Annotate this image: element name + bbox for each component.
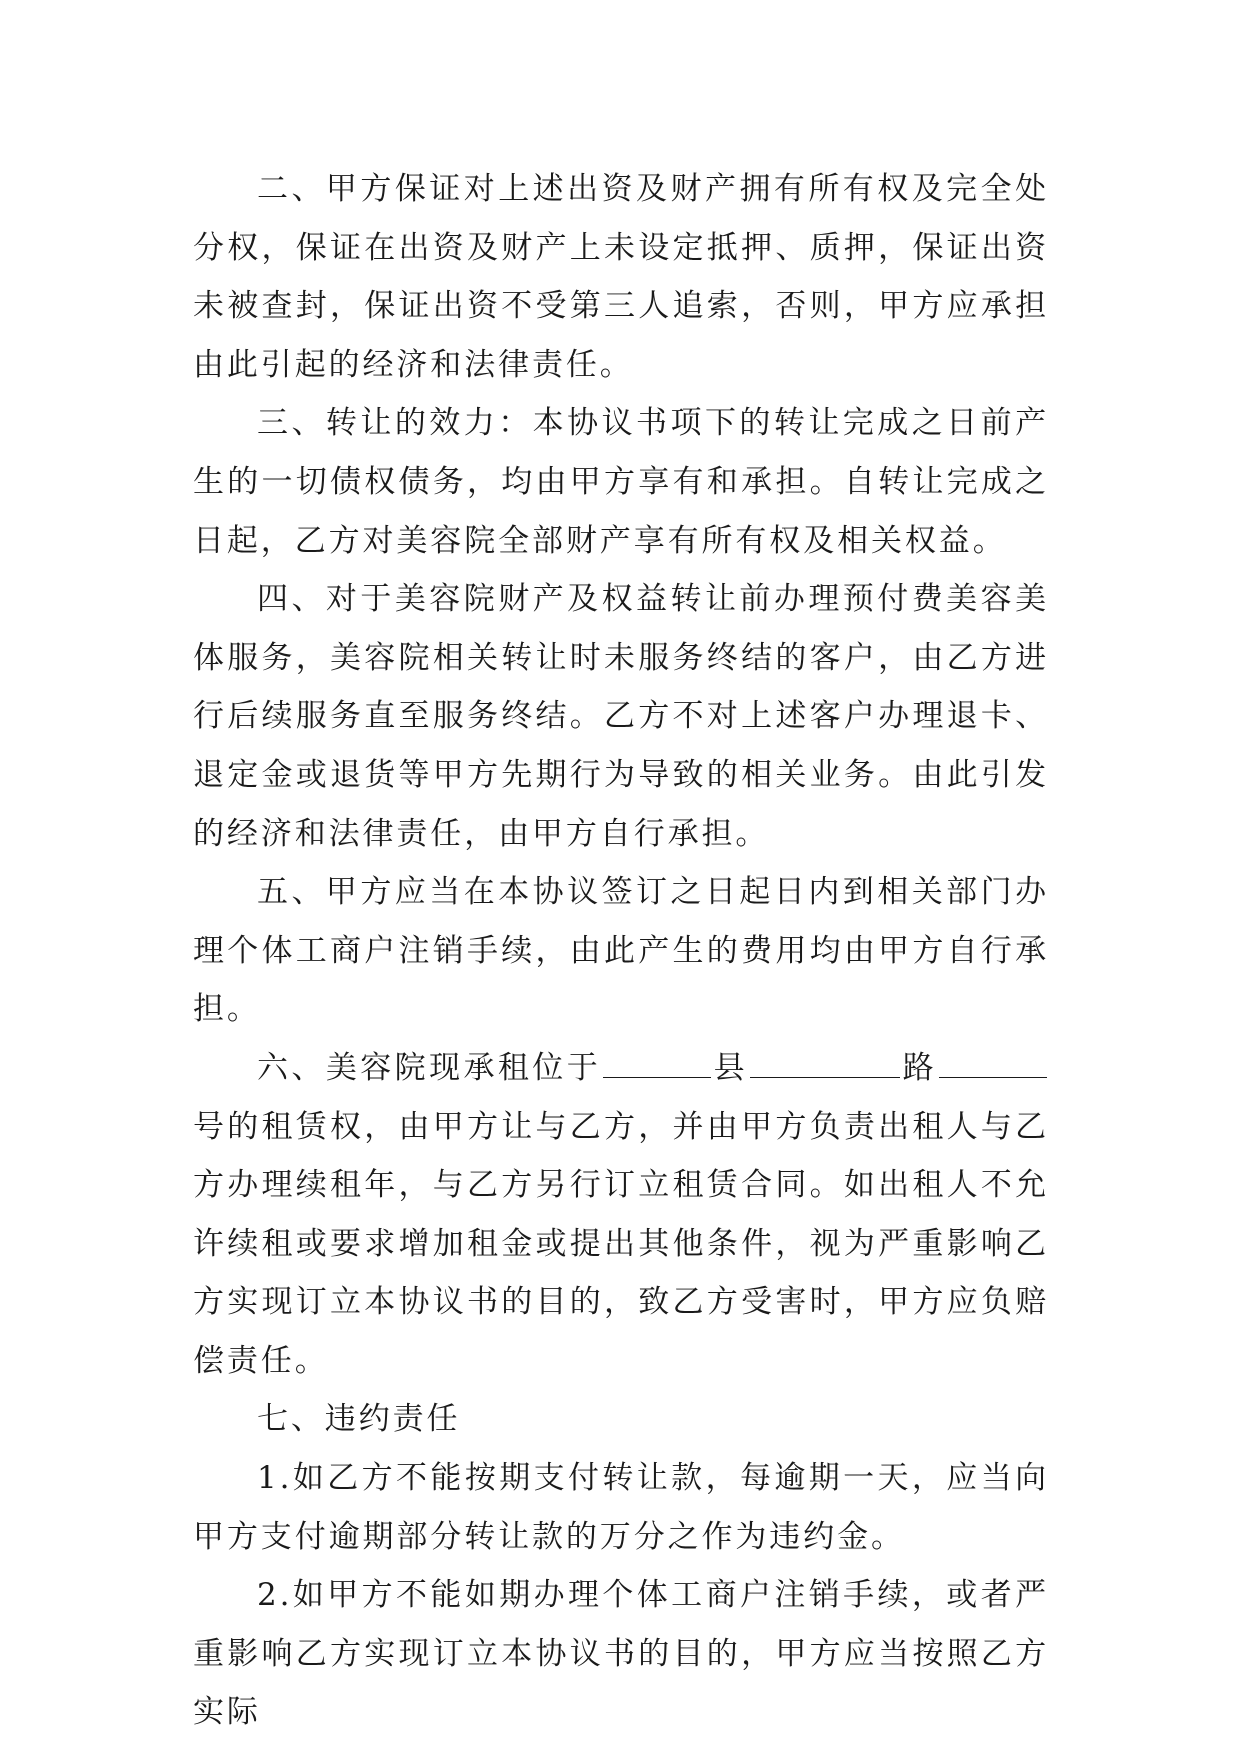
- paragraph-clause-5: 五、甲方应当在本协议签订之日起日内到相关部门办理个体工商户注销手续，由此产生的费用均由甲方自行承担。: [193, 874, 1049, 1028]
- clause-6-text-a: 六、美容院现承租位于: [257, 1049, 602, 1086]
- number-blank: [939, 1047, 1047, 1078]
- paragraph-clause-6: [193, 1039, 1049, 1391]
- clause-6-text-d: 号的租赁权，由甲方让与乙方，并由甲方负责出租人与乙方办理续租年，与乙方另行订立租赁合同。如出租人不允许续租或要求增加租金或提出其他条件，视为严重影响乙方实现订立本协议书的目的，致乙方受害时，甲方应负赔偿责任。: [193, 1108, 1049, 1379]
- clause-6-text-b: 县: [713, 1049, 749, 1086]
- county-blank: [603, 1047, 711, 1078]
- paragraph-clause-2: 二、甲方保证对上述出资及财产拥有所有权及完全处分权，保证在出资及财产上未设定抵押、质押，保证出资未被查封，保证出资不受第三人追索，否则，甲方应承担由此引起的经济和法律责任。: [193, 171, 1049, 383]
- road-blank: [750, 1047, 900, 1078]
- paragraph-clause-3: 三、转让的效力：本协议书项下的转让完成之日前产生的一切债权债务，均由甲方享有和承担。自转让完成之日起，乙方对美容院全部财产享有所有权及相关权益。: [193, 405, 1049, 559]
- clause-6-text-c: 路: [902, 1049, 938, 1086]
- document-body: [193, 160, 1049, 1742]
- paragraph-clause-4: 四、对于美容院财产及权益转让前办理预付费美容美体服务，美容院相关转让时未服务终结的客户，由乙方进行后续服务直至服务终结。乙方不对上述客户办理退卡、退定金或退货等甲方先期行为导致的相关业务。由此引发的经济和法律责任，由甲方自行承担。: [193, 581, 1049, 852]
- paragraph-clause-7-item-1: 1.如乙方不能按期支付转让款，每逾期一天，应当向甲方支付逾期部分转让款的万分之作为违约金。: [193, 1460, 1049, 1555]
- paragraph-clause-7-item-2: 2.如甲方不能如期办理个体工商户注销手续，或者严重影响乙方实现订立本协议书的目的，甲方应当按照乙方实际: [193, 1577, 1049, 1731]
- paragraph-clause-7-heading: 七、违约责任: [257, 1401, 461, 1438]
